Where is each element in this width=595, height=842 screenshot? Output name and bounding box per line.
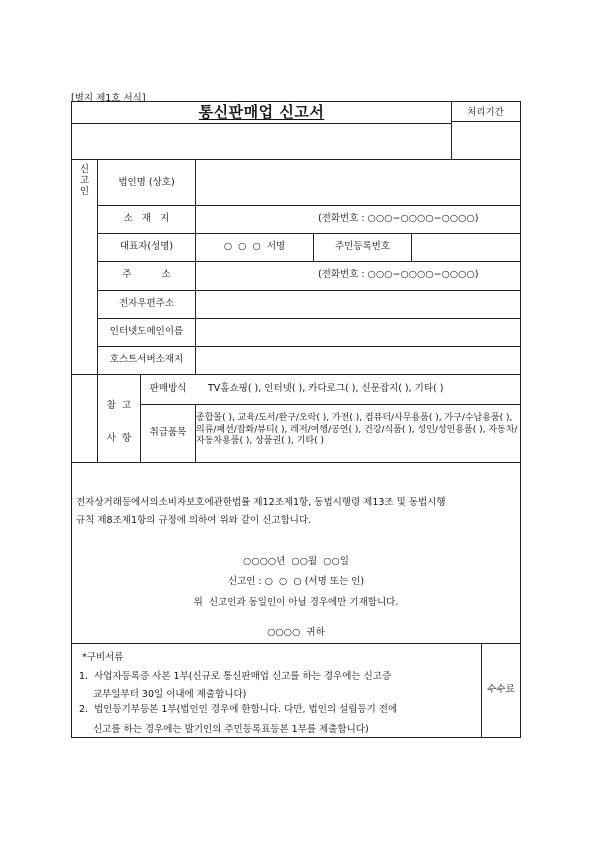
reporter-label-char: 신 [79,164,90,175]
address-phone: (전화번호 : ○○○−○○○○−○○○○) [318,269,479,280]
location-phone: (전화번호 : ○○○−○○○○−○○○○) [318,213,479,224]
location-label: 소 재 지 [123,213,170,224]
header-bottom-line [71,159,521,160]
processing-period-label: 처리기간 [467,107,504,118]
reporter-label [72,164,97,197]
goods-label: 취급품목 [149,427,187,438]
page-title-text: 통신판매업 신고서 [198,103,325,121]
representative-label: 대표자(성명) [119,241,174,252]
document-1-line-2: 교부일부터 30일 이내에 제출합니다) [93,689,247,700]
reference-label [98,378,140,455]
reference-label-line: 사 항 [106,433,132,444]
rep-divider-2 [411,233,412,261]
document-2-line-1: 2. 법인등기부등본 1부(법인인 경우에 한합니다. 다만, 법인의 설립등기 전에 [79,704,398,715]
reporter-label-char: 고 [79,175,90,186]
reporter-signature: 신고인 : ○ ○ ○ (서명 또는 인) [227,576,365,587]
page-title [72,103,451,121]
processing-period-line [451,121,520,122]
statement-line-1: 전자상거래등에서의소비자보호에관한법률 제12조제1항, 동법시행령 제13조 및 동법시행 [76,497,446,508]
document-1-line-1: 1. 사업자등록증 사본 1부(신규로 통신판매업 신고를 하는 경우에는 신고증 [79,671,392,682]
documents-title: *구비서류 [82,652,124,663]
reference-label-line: 참 고 [106,400,132,411]
form-number-label: [별지 제1호 서식] [71,93,146,104]
row-line-5 [97,318,521,319]
frame-bottom-line [71,737,521,738]
title-row-line [71,123,451,124]
row-line-2 [97,233,521,234]
same-person-note: 위 신고인과 동일인이 아닐 경우에만 기재합니다. [193,597,399,608]
row-line-8 [140,404,521,405]
corp-name-label: 법인명 (상호) [118,177,175,188]
reporter-label-char: 인 [79,186,90,197]
sales-method-label: 판매방식 [149,383,187,394]
fee-label: 수수료 [487,684,515,695]
row-line-6 [97,346,521,347]
statement-line-2: 규칙 제8조제1항의 규정에 의하여 위와 같이 신고합니다. [76,515,312,526]
row-line-7 [71,374,521,375]
frame-right-line [520,101,521,737]
row-line-9 [71,462,521,463]
address-label: 주 소 [122,269,171,280]
row-line-3 [97,261,521,262]
report-date: ○○○○년 ○○월 ○○일 [243,556,349,567]
sales-method-value: TV홈쇼핑( ), 인터넷( ), 카다로그( ), 신문잡지( ), 기타( ) [208,383,444,394]
email-label: 전자우편주소 [118,298,175,309]
host-server-label: 호스트서버소재지 [109,354,184,365]
goods-value: 종합몰( ), 교육/도서/완구/오락( ), 가전( ), 컴퓨터/사무용품( ), 가구/수납용품( ), 의류/패션/잡화/뷰티( ), 레저/여행/공연( ), 건강/식품( ), 성인/성인용품( ), 자동차/자동차용품( ), 상품권( ), 기타( ) [196,413,518,446]
representative-value: ○ ○ ○ 서명 [223,241,286,252]
recipient: ○○○○ 귀하 [267,627,325,638]
document-2-line-2: 신고를 하는 경우에는 발기인의 주민등록표등본 1부를 제출합니다) [93,724,369,735]
row-line-1 [97,205,521,206]
resident-number-label: 주민등록번호 [334,241,391,252]
col-line-2 [195,159,196,374]
domain-label: 인터넷도메인이름 [109,326,184,337]
frame-top-line [71,101,521,102]
row-line-4 [97,290,521,291]
documents-top-line [71,643,521,644]
